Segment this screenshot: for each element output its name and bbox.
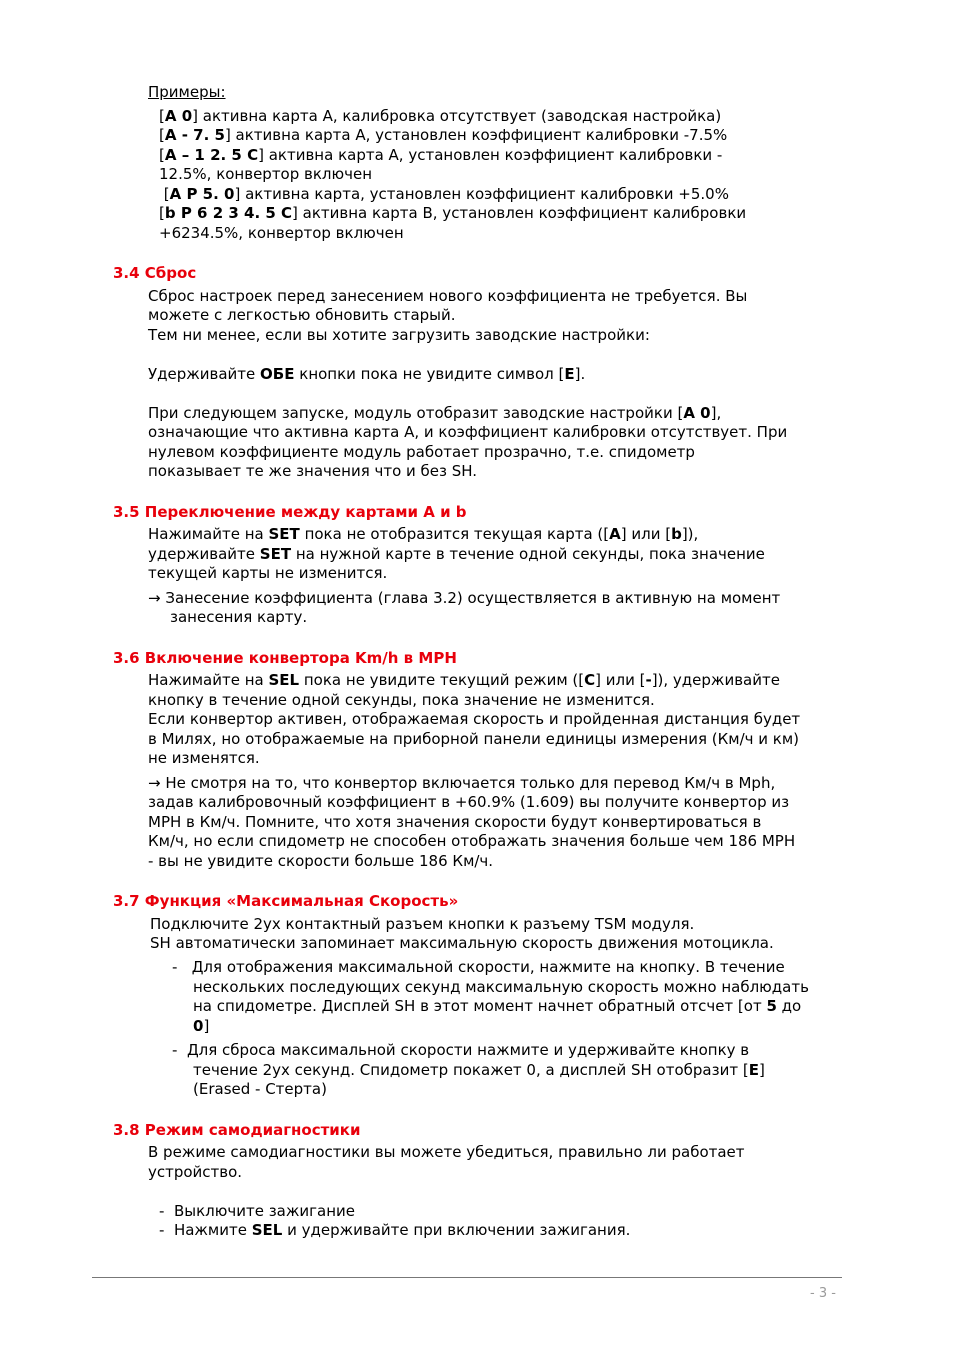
paragraph-line: Тем ни менее, если вы хотите загрузить заводские настройки: xyxy=(148,326,650,344)
paragraph-line: устройство. xyxy=(148,1163,243,1181)
paragraph-line: SH автоматически запоминает максимальную скорость движения мотоцикла. xyxy=(150,934,774,952)
example-line: [A – 1 2. 5 C] активна карта А, установлен коэффициент калибровки - xyxy=(159,146,723,164)
list-item: - Выключите зажигание xyxy=(159,1202,355,1220)
example-line: [b P 6 2 3 4. 5 C] активна карта B, установлен коэффициент калибровки xyxy=(159,204,747,222)
paragraph-line: задав калибровочный коэффициент в +60.9% (1.609) вы получите конвертор из xyxy=(148,793,790,811)
section-heading-3-5: 3.5 Переключение между картами A и b xyxy=(113,503,467,521)
list-item-line: нескольких последующих секунд максимальную скорость можно наблюдать xyxy=(193,978,809,996)
list-item: - Для сброса максимальной скорости нажмите и удерживайте кнопку в xyxy=(172,1041,750,1059)
footer-divider xyxy=(92,1277,842,1278)
paragraph-line: Сброс настроек перед занесением нового коэффициента не требуется. Вы xyxy=(148,287,748,305)
list-item: - Нажмите SEL и удерживайте при включении зажигания. xyxy=(159,1221,631,1239)
paragraph-line: В режиме самодиагностики вы можете убедиться, правильно ли работает xyxy=(148,1143,745,1161)
list-item-line: (Erased - Стерта) xyxy=(193,1080,327,1098)
list-item: - Для отображения максимальной скорости, нажмите на кнопку. В течение xyxy=(172,958,785,976)
section-heading-3-7: 3.7 Функция «Максимальная Скорость» xyxy=(113,892,459,910)
list-item-line: течение 2ух секунд. Спидометр покажет 0, а дисплей SH отобразит [E] xyxy=(193,1061,765,1079)
section-heading-3-6: 3.6 Включение конвертора Km/h в MPH xyxy=(113,649,457,667)
example-line: 12.5%, конвертор включен xyxy=(159,165,373,183)
paragraph-line: Нажимайте на SEL пока не увидите текущий режим ([C] или [-]), удерживайте xyxy=(148,671,780,689)
paragraph-line: в Милях, но отображаемые на приборной панели единицы измерения (Км/ч и км) xyxy=(148,730,799,748)
paragraph-line: → Занесение коэффициента (глава 3.2) осуществляется в активную на момент xyxy=(148,589,781,607)
section-heading-3-4: 3.4 Сброс xyxy=(113,264,197,282)
paragraph-line: удерживайте SET на нужной карте в течение одной секунды, пока значение xyxy=(148,545,765,563)
example-line: [A - 7. 5] активна карта А, установлен коэффициент калибровки -7.5% xyxy=(159,126,728,144)
paragraph-line: Если конвертор активен, отображаемая скорость и пройденная дистанция будет xyxy=(148,710,801,728)
example-line: +6234.5%, конвертор включен xyxy=(159,224,404,242)
paragraph-line: не изменятся. xyxy=(148,749,260,767)
examples-title: Примеры: xyxy=(148,83,226,101)
paragraph-line: При следующем запуске, модуль отобразит заводские настройки [A 0], xyxy=(148,404,722,422)
paragraph-line: MPH в Км/ч. Помните, что хотя значения скорости будут конвертироваться в xyxy=(148,813,762,831)
list-item-line: на спидометре. Дисплей SH в этот момент начнет обратный отсчет [от 5 до xyxy=(193,997,802,1015)
paragraph-line: → Не смотря на то, что конвертор включается только для перевод Км/ч в Mph, xyxy=(148,774,776,792)
paragraph-line: Км/ч, но если спидометр не способен отображать значения больше чем 186 MPH xyxy=(148,832,796,850)
section-heading-3-8: 3.8 Режим самодиагностики xyxy=(113,1121,361,1139)
paragraph-line: Удерживайте ОБЕ кнопки пока не увидите символ [E]. xyxy=(148,365,586,383)
paragraph-line: означающие что активна карта А, и коэффициент калибровки отсутствует. При xyxy=(148,423,788,441)
example-line: [A 0] активна карта А, калибровка отсутствует (заводская настройка) xyxy=(159,107,722,125)
paragraph-line: Подключите 2ух контактный разъем кнопки к разъему TSM модуля. xyxy=(150,915,695,933)
paragraph-line: занесения карту. xyxy=(170,608,308,626)
paragraph-line: Нажимайте на SET пока не отобразится текущая карта ([A] или [b]), xyxy=(148,525,699,543)
list-item-line: 0] xyxy=(193,1017,210,1035)
paragraph-line: текущей карты не изменится. xyxy=(148,564,388,582)
paragraph-line: показывает те же значения что и без SH. xyxy=(148,462,478,480)
paragraph-line: нулевом коэффициенте модуль работает прозрачно, т.е. спидометр xyxy=(148,443,695,461)
page-number: - 3 - xyxy=(810,1286,836,1301)
paragraph-line: кнопку в течение одной секунды, пока значение не изменится. xyxy=(148,691,655,709)
example-line: [A P 5. 0] активна карта, установлен коэффициент калибровки +5.0% xyxy=(159,185,729,203)
paragraph-line: - вы не увидите скорости больше 186 Км/ч. xyxy=(148,852,494,870)
paragraph-line: можете с легкостью обновить старый. xyxy=(148,306,456,324)
